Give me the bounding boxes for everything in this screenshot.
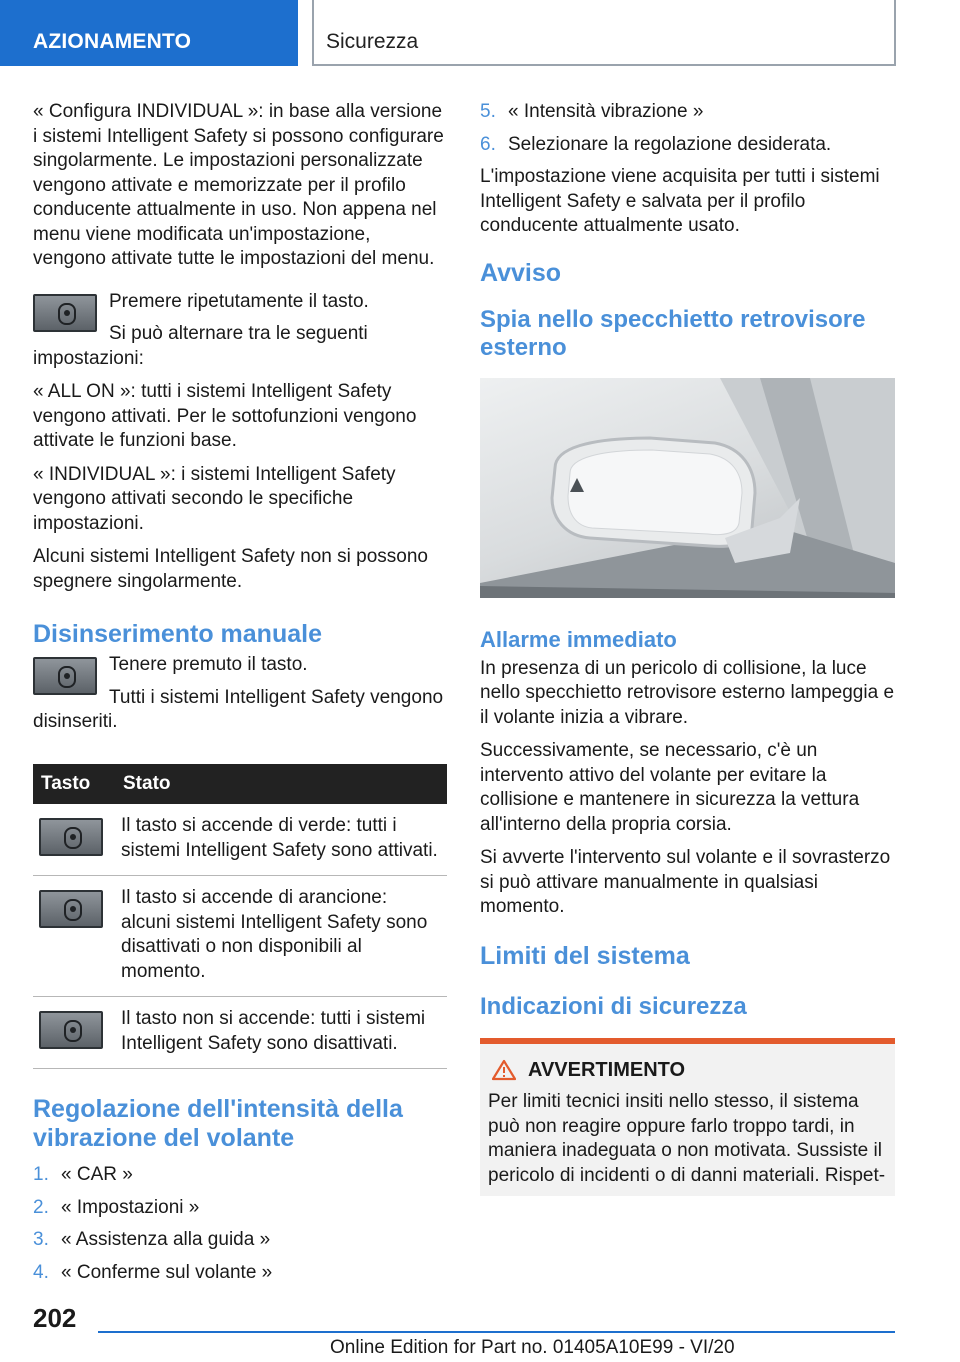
list-item: 6. Selezionare la regolazione desiderata. [480, 133, 832, 155]
subsequent-text: Successivamente, se necessario, c'è un intervento attivo del volante per evitare la collisione e mantenere in sicurezza la vettura all'interno della propria corsia. [480, 740, 860, 835]
table-row [33, 997, 447, 1069]
column-header-state: Stato [115, 764, 447, 805]
heading-immediate-alarm: Allarme immediato [480, 626, 677, 652]
press-repeat-block [33, 290, 447, 381]
mirror-illustration [480, 378, 895, 598]
table-header-row [33, 764, 447, 805]
button-green-icon [39, 818, 103, 856]
feel-text: Si avverte l'intervento sul volante e il sovrasterzo si può attivare manualmente in qualsiasi momento. [480, 847, 891, 917]
steps-list-left [33, 1163, 447, 1285]
press-repeat-text: Premere ripetutamente il tasto. [109, 290, 369, 312]
status-table [33, 764, 447, 1070]
chapter-title: Sicurezza [312, 0, 896, 66]
list-item: 2. « Impostazioni » [33, 1196, 200, 1218]
accepted-text: L'impostazione viene acquisita per tutti i sistemi Intelligent Safety e salvata per il profilo conducente attualmente usato. [480, 166, 880, 236]
mirror-drawing [480, 378, 895, 598]
warning-box [480, 1038, 895, 1197]
hold-button-block [33, 653, 447, 744]
footer-edition: Online Edition for Part no. 01405A10E99 - VI/20 [330, 1337, 735, 1358]
heading-vibration: Regolazione dell'intensità della vibrazione del volante [33, 1095, 403, 1152]
page-number: 202 [33, 1303, 77, 1333]
table-cell-state: Il tasto si accende di arancione: alcuni sistemi Intelligent Safety sono disattivati o non disponibili al momento. [115, 876, 447, 997]
table-cell-state: Il tasto non si accende: tutti i sistemi Intelligent Safety sono disattivati. [115, 997, 447, 1069]
warning-label: AVVERTIMENTO [528, 1058, 686, 1081]
intelligent-safety-button-icon [33, 294, 97, 332]
table-cell-state: Il tasto si accende di verde: tutti i sistemi Intelligent Safety sono attivati. [115, 804, 447, 876]
list-item: 5. « Intensità vibrazione » [480, 101, 704, 122]
heading-safety-notes: Indicazioni di sicurezza [480, 992, 747, 1020]
heading-warning: Avviso [480, 258, 562, 287]
all-disabled-text: Tutti i sistemi Intelligent Safety vengono disinseriti. [33, 686, 444, 732]
section-tab: AZIONAMENTO [0, 0, 298, 66]
heading-system-limits: Limiti del sistema [480, 941, 690, 970]
right-column [480, 100, 895, 1196]
table-row [33, 876, 447, 997]
list-item: 4. « Conferme sul volante » [33, 1261, 273, 1283]
warning-triangle-icon [492, 1059, 516, 1081]
some-systems-text: Alcuni sistemi Intelligent Safety non si possono spegnere singolarmente. [33, 546, 428, 592]
all-on-text: « ALL ON »: tutti i sistemi Intelligent Safety vengono attivati. Per le sottofunzioni vengono attivate le funzioni base. [33, 381, 417, 451]
warning-text: Per limiti tecnici insiti nello stesso, il sistema può non reagire oppure farlo troppo tardi, in maniera inadeguata o non motivata. Sussiste il pericolo di incidenti o di danni materiali. Rispet- [488, 1091, 886, 1186]
hold-button-text: Tenere premuto il tasto. [109, 654, 308, 675]
list-item: 3. « Assistenza alla guida » [33, 1229, 271, 1250]
button-orange-icon [39, 890, 103, 928]
paragraph-configure-individual: « Configura INDIVIDUAL »: in base alla versione i sistemi Intelligent Safety si possono configurare singolarmente. Le impostazioni personalizzate vengono attivate e memorizzate per il profilo conducente attualmente in uso. Non appena nel menu viene modificata un'impostazione, vengono attivate tutte le impostazioni del menu. [33, 101, 444, 269]
immediate-text: In presenza di un pericolo di collisione, la luce nello specchietto retrovisore esterno lampeggia e il volante inizia a vibrare. [480, 657, 895, 728]
table-row [33, 804, 447, 876]
intelligent-safety-button-icon [33, 657, 97, 695]
warning-title [488, 1058, 887, 1083]
list-item: 1. « CAR » [33, 1164, 133, 1185]
button-off-icon [39, 1011, 103, 1049]
column-header-button: Tasto [33, 764, 115, 805]
footer-divider [98, 1331, 895, 1333]
alternate-text: Si può alternare tra le seguenti impostazioni: [33, 323, 368, 369]
individual-text: « INDIVIDUAL »: i sistemi Intelligent Safety vengono attivati secondo le specifiche impostazioni. [33, 463, 396, 534]
heading-mirror-light: Spia nello specchietto retrovisore esterno [480, 305, 866, 361]
page-header [0, 0, 960, 66]
heading-manual-disable: Disinserimento manuale [33, 620, 322, 648]
steps-list-right [480, 100, 895, 157]
left-column [33, 100, 447, 1293]
